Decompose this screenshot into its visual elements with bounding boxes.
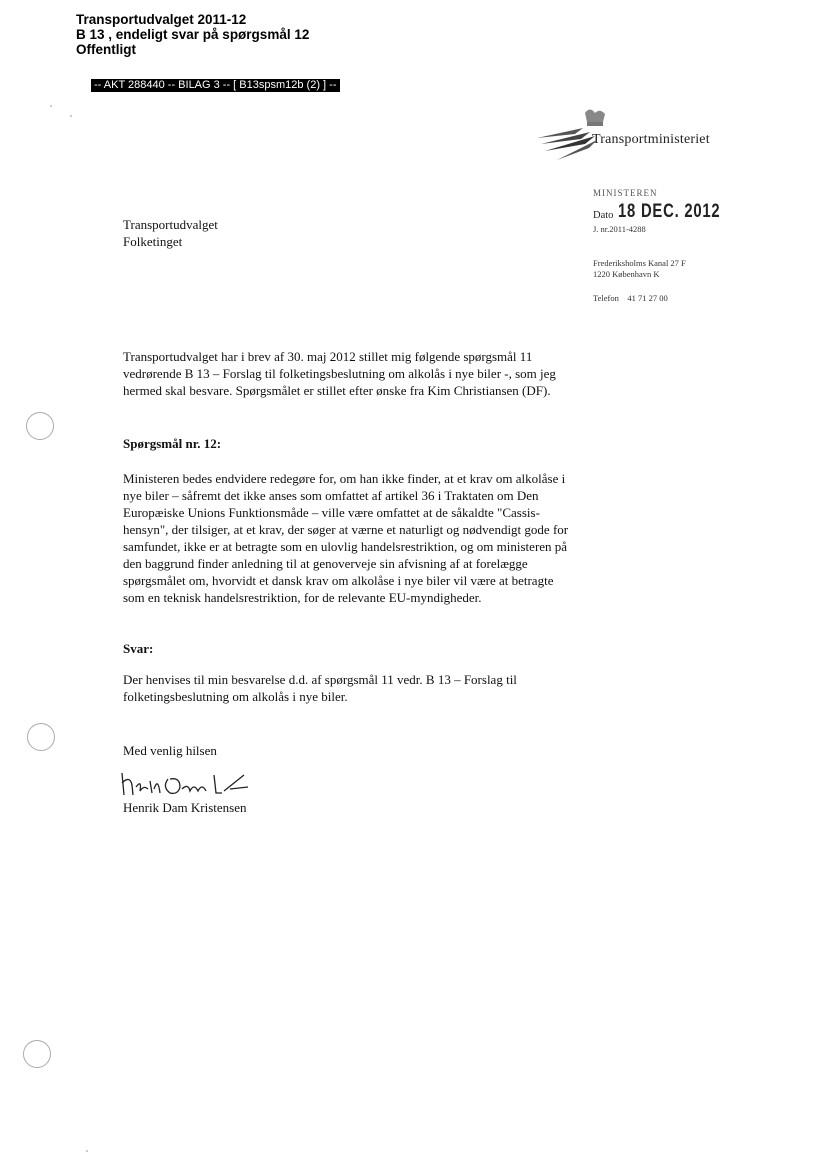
scan-speck: [50, 105, 52, 107]
answer-heading: Svar:: [123, 641, 154, 656]
punch-hole-bottom: [23, 1040, 51, 1068]
ministry-name: Transportministeriet: [592, 132, 710, 147]
answer-paragraph: Der henvises til min besvarelse d.d. af spørgsmål 11 vedr. B 13 – Forslag til folketingsbeslutning om alkolås i nye biler.: [123, 672, 517, 704]
date-stamp: 18 DEC. 2012: [618, 201, 721, 222]
stamp-committee-line: Transportudvalget 2011-12: [76, 12, 247, 27]
recipient-committee: Transportudvalget: [123, 217, 218, 232]
stamp-reply-line: B 13 , endeligt svar på spørgsmål 12: [76, 27, 310, 42]
ministry-address: [593, 258, 686, 280]
ministry-logo-icon: [535, 108, 735, 188]
question-paragraph: Ministeren bedes endvidere redegøre for, om han ikke finder, at et krav om alkolåse i nye biler – såfremt det ikke anses som omfattet af artikel 36 i Traktaten om Den Europæiske Unions Funktionsmåde – ville være omfattet at de såkaldte "Cassis-hensyn", der tilsiger, at et krav, der søger at værne et naturligt og nødvendigt gode for samfundet, ikke er at betragte som en ulovlig handelsrestriktion, og om ministeren på den baggrund finder anledning til at genoverveje sin afvisning af at forelægge spørgsmålet om, hvorvidt et dansk krav om alkolåse i nye biler vil være at betragte som en teknisk handelsrestriktion, for de relevante EU-myndigheder.: [123, 471, 569, 605]
punch-hole-middle: [27, 723, 55, 751]
punch-hole-top: [26, 412, 54, 440]
journal-number: J. nr.2011-4288: [593, 224, 646, 234]
address-city: 1220 København K: [593, 269, 660, 279]
handwritten-signature: [118, 765, 258, 803]
akt-reference-bar: -- AKT 288440 -- BILAG 3 -- [ B13spsm12b (2) ] --: [91, 79, 340, 92]
office-label: MINISTEREN: [593, 188, 658, 198]
scan-speck: [70, 115, 72, 117]
question-heading: Spørgsmål nr. 12:: [123, 436, 222, 451]
recipient-parliament: Folketinget: [123, 234, 183, 249]
intro-paragraph: Transportudvalget har i brev af 30. maj 2012 stillet mig følgende spørgsmål 11 vedrørende B 13 – Forslag til folketingsbeslutning om alkolås i nye biler -, som jeg hermed skal besvare. Spørgsmålet er stillet efter ønske fra Kim Christiansen (DF).: [123, 349, 556, 398]
closing-greeting: Med venlig hilsen: [123, 743, 217, 758]
recipient-block: [123, 216, 218, 250]
document-stamp: [76, 12, 309, 57]
address-street: Frederiksholms Kanal 27 F: [593, 258, 686, 268]
stamp-public-line: Offentligt: [76, 42, 136, 57]
date-label: Dato: [593, 210, 614, 221]
signatory-name: Henrik Dam Kristensen: [123, 800, 247, 815]
ministry-phone: Telefon 41 71 27 00: [593, 293, 668, 303]
scan-speck: [86, 1150, 88, 1152]
